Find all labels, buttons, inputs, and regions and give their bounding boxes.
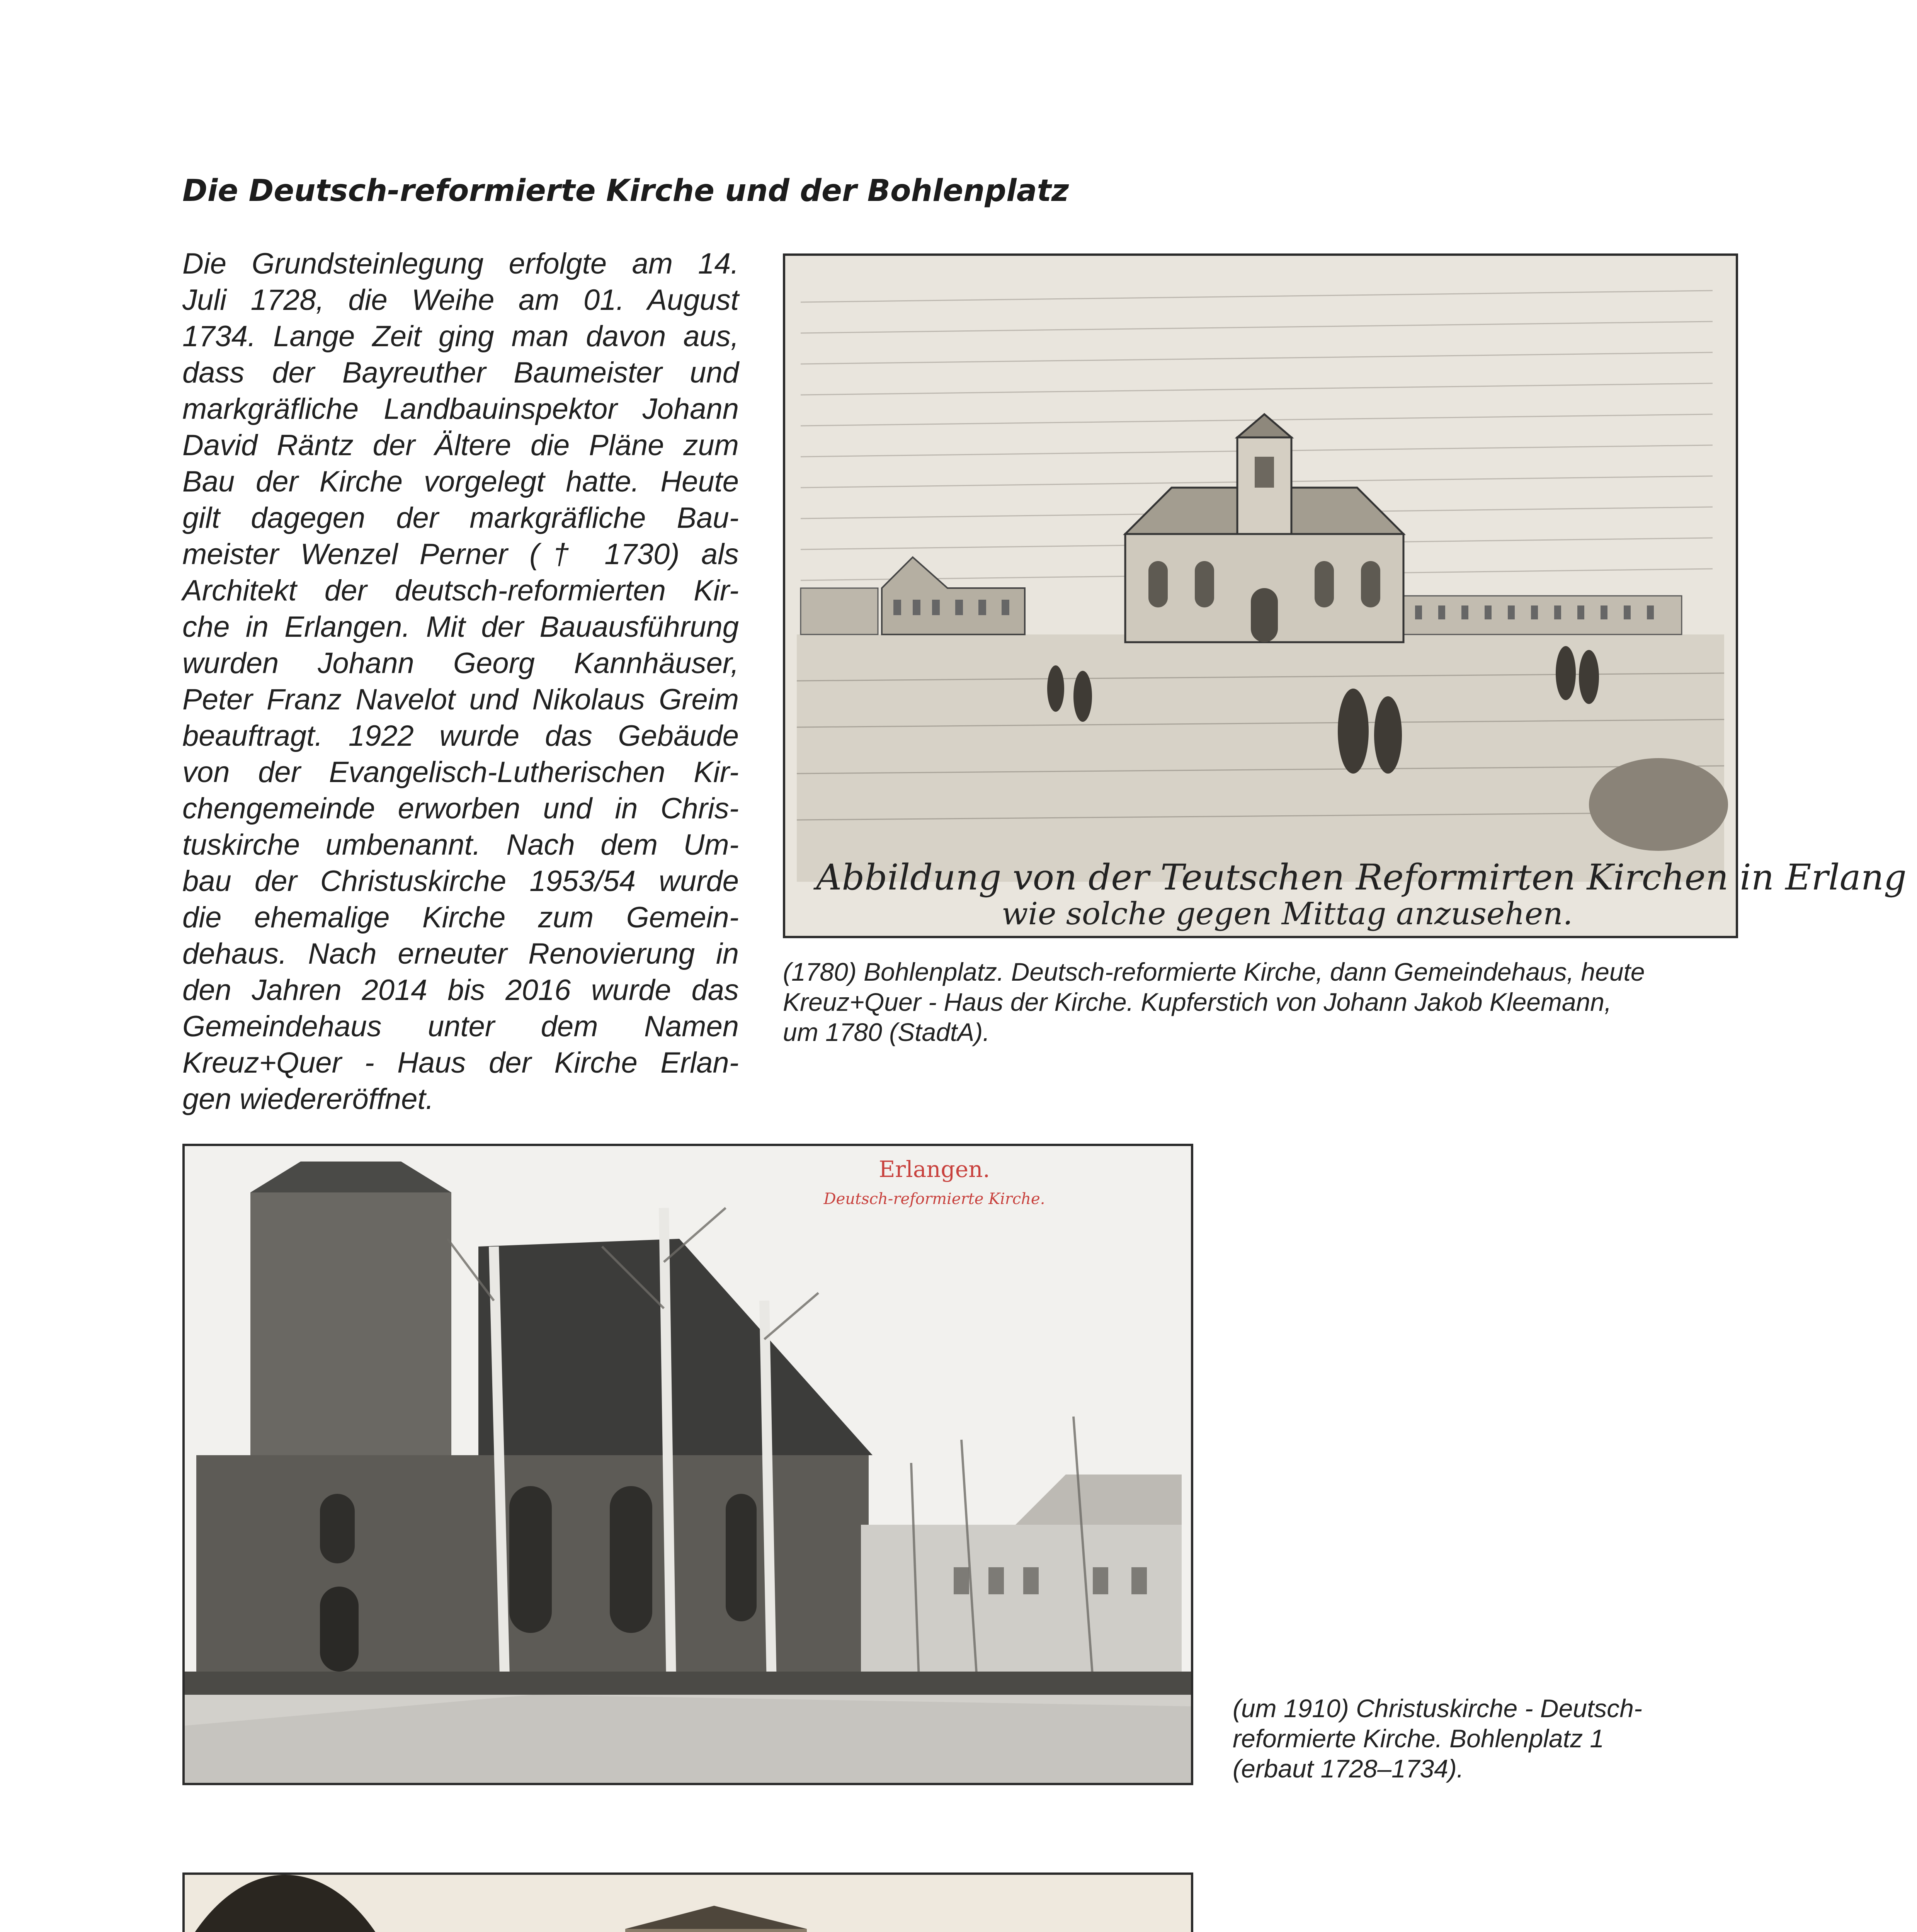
body-line: chengemeinde erworben und in Chris-: [182, 792, 739, 825]
body-line: dehaus. Nach erneuter Renovierung in: [182, 937, 739, 970]
postcard-subtitle: Deutsch-reformierte Kirche.: [823, 1190, 1045, 1208]
postcard-drawing-1910: [185, 1146, 1191, 1783]
caption-line: (1780) Bohlenplatz. Deutsch-reformierte Kirche, dann Gemeindehaus, heute: [783, 957, 1645, 986]
body-line: von der Evangelisch-Lutherischen Kir-: [182, 756, 739, 789]
caption-line: Kreuz+Quer - Haus der Kirche. Kupferstich von Johann Jakob Kleemann,: [783, 988, 1612, 1016]
engraving-image: [783, 253, 1907, 938]
body-line: die ehemalige Kirche zum Gemein-: [182, 901, 739, 934]
body-line: che in Erlangen. Mit der Bauausführung: [182, 611, 739, 643]
postcard-caption-1910: [1233, 1693, 1735, 1784]
postcard-title: Erlangen.: [879, 1156, 990, 1182]
body-line: Gemeindehaus unter dem Namen: [182, 1010, 739, 1043]
caption-line: um 1780 (StadtA).: [783, 1018, 990, 1046]
body-line: Peter Franz Navelot und Nikolaus Greim: [182, 683, 739, 716]
body-line: meister Wenzel Perner († 1730) als: [182, 538, 739, 571]
body-line: dass der Bayreuther Baumeister und: [182, 356, 739, 389]
body-line: David Räntz der Ältere die Pläne zum: [182, 429, 739, 462]
body-line: 1734. Lange Zeit ging man davon aus,: [182, 320, 739, 353]
engraving-drawing: [785, 256, 1907, 936]
engraving-inscription: wie solche gegen Mittag anzusehen.: [1002, 896, 1573, 932]
body-line: bau der Christuskirche 1953/54 wurde: [182, 865, 739, 898]
caption-line: (erbaut 1728–1734).: [1233, 1754, 1464, 1783]
engraving-caption: [783, 957, 1733, 1047]
postcard-photo-1910: [182, 1144, 1193, 1785]
body-line: markgräfliche Landbauinspektor Johann: [182, 393, 739, 425]
body-line: beauftragt. 1922 wurde das Gebäude: [182, 719, 739, 752]
body-line: gen wiedereröffnet.: [182, 1083, 434, 1116]
body-line: den Jahren 2014 bis 2016 wurde das: [182, 974, 739, 1007]
page-heading: Die Deutsch-reformierte Kirche und der Bohlenplatz: [182, 173, 1069, 208]
body-line: tuskirche umbenannt. Nach dem Um-: [182, 828, 739, 861]
body-line: gilt dagegen der markgräfliche Bau-: [182, 502, 739, 534]
body-line: Kreuz+Quer - Haus der Kirche Erlan-: [182, 1046, 739, 1079]
body-line: Bau der Kirche vorgelegt hatte. Heute: [182, 465, 739, 498]
article-body: [182, 246, 739, 1117]
postcard-photo-christuskirche: [182, 1872, 1193, 1932]
body-line: Juli 1728, die Weihe am 01. August: [182, 284, 739, 316]
postcard-drawing-christuskirche: [185, 1875, 1191, 1932]
caption-line: (um 1910) Christuskirche - Deutsch-: [1233, 1694, 1642, 1723]
body-line: Die Grundsteinlegung erfolgte am 14.: [182, 247, 739, 280]
caption-line: reformierte Kirche. Bohlenplatz 1: [1233, 1724, 1604, 1753]
body-line: Architekt der deutsch-reformierten Kir-: [182, 574, 739, 607]
body-line: wurden Johann Georg Kannhäuser,: [182, 647, 739, 680]
engraving-inscription: Abbildung von der Teutschen Reformirten Kirchen in Erlang: [816, 857, 1907, 898]
